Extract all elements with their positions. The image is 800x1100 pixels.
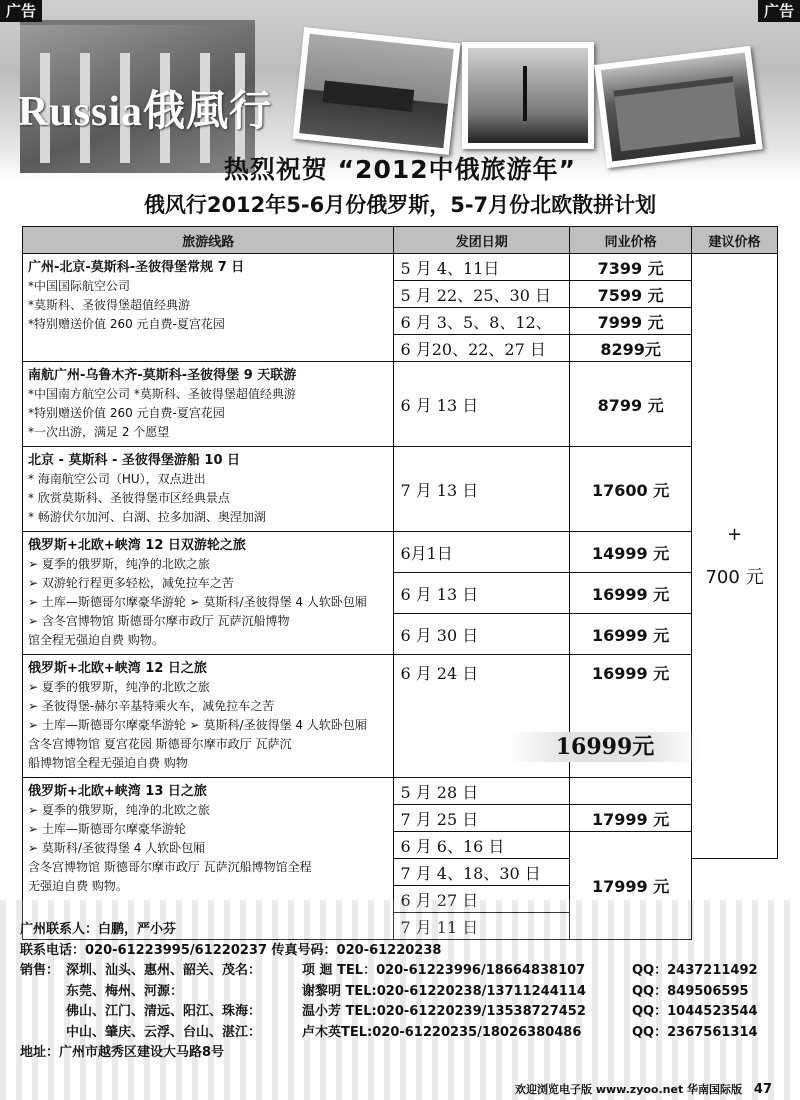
- departure-date: 6 月 6、16 日: [394, 832, 570, 859]
- suggested-price: [692, 254, 778, 859]
- route-note: ➢ 夏季的俄罗斯，纯净的北欧之旅: [28, 680, 210, 694]
- route-note: 船博物馆全程无强迫自费 购物: [28, 756, 188, 770]
- highlight-price: 16999元: [510, 732, 700, 762]
- subheadline: 俄风行2012年5-6月份俄罗斯，5-7月份北欧散拼计划: [143, 193, 657, 217]
- sales-cities: 佛山、江门、清远、阳江、珠海：: [66, 1004, 262, 1019]
- route-cell: [23, 362, 394, 447]
- route-note: * 海南航空公司（HU），双点进出: [28, 472, 206, 486]
- sales-row: [20, 961, 790, 982]
- sales-cities: 深圳、汕头、惠州、韶关、茂名：: [66, 963, 262, 978]
- departure-date: 7 月 25 日: [394, 805, 570, 832]
- route-title: 俄罗斯+北欧+峡湾 12 日双游轮之旅: [28, 538, 246, 553]
- sales-row: [20, 1023, 790, 1044]
- sales-label: 销售：: [20, 963, 60, 978]
- route-note: ➢ 夏季的俄罗斯，纯净的北欧之旅: [28, 803, 210, 817]
- ad-tag-left: 广告: [0, 0, 42, 22]
- route-cell: [23, 532, 394, 655]
- departure-date: 6 月 30 日: [394, 614, 570, 655]
- route-note: *特别赠送价值 260 元自费-夏宫花园: [28, 317, 225, 331]
- sales-qq: QQ：1044523544: [632, 1004, 758, 1019]
- sales-person: 项 迴 TEL：020-61223996/18664838107: [302, 963, 586, 978]
- sales-person: 谢黎明 TEL:020-61220238/13711244114: [302, 983, 586, 999]
- route-note: ➢ 夏季的俄罗斯，纯净的北欧之旅: [28, 557, 210, 571]
- trade-price: [570, 778, 692, 805]
- trade-price: 16999 元: [570, 655, 692, 778]
- route-note: ➢ 土库—斯德哥尔摩豪华游轮 ➢ 莫斯科/圣彼得堡 4 人软卧包厢: [28, 718, 367, 732]
- departure-date: 5 月 28 日: [394, 778, 570, 805]
- sales-qq: QQ：849506595: [632, 983, 749, 999]
- route-cell: [23, 655, 394, 778]
- route-title: 俄罗斯+北欧+峡湾 13 日之旅: [28, 784, 207, 799]
- contact-people: 广州联系人：白鹏，严小芬: [20, 922, 177, 937]
- route-title: 北京 - 莫斯科 - 圣彼得堡游船 10 日: [28, 453, 241, 468]
- departure-date: 6 月20、22、27 日: [394, 335, 570, 362]
- route-note: 无强迫自费 购物。: [28, 879, 128, 893]
- route-cell: [23, 447, 394, 532]
- departure-date: 6 月 3、5、8、12、: [394, 308, 570, 335]
- route-note: *中国南方航空公司 *莫斯科、圣彼得堡超值经典游: [28, 387, 296, 401]
- headline: 热烈祝贺 “2012中俄旅游年”: [223, 155, 577, 184]
- sales-cities: 中山、肇庆、云浮、台山、湛江：: [66, 1024, 262, 1040]
- departure-date: 7 月 13 日: [394, 447, 570, 532]
- route-note: ➢ 土库—斯德哥尔摩豪华游轮: [28, 822, 186, 836]
- departure-date: 7 月 11 日: [394, 913, 570, 940]
- route-title: 广州-北京-莫斯科-圣彼得堡常规 7 日: [28, 260, 245, 275]
- route-title: 南航广州-乌鲁木齐-莫斯科-圣彼得堡 9 天联游: [28, 368, 297, 383]
- trade-price: 7399 元: [570, 254, 692, 281]
- cruiser-photo: [293, 27, 461, 155]
- sales-qq: QQ：2437211492: [632, 963, 758, 978]
- departure-date: 5 月 22、25、30 日: [394, 281, 570, 308]
- sales-row: [20, 982, 790, 1003]
- departure-date: 7 月 4、18、30 日: [394, 859, 570, 886]
- russia-logo: Russia俄風行: [18, 89, 273, 135]
- route-note: *特别赠送价值 260 元自费-夏宫花园: [28, 406, 225, 420]
- trade-price: 16999 元: [570, 614, 692, 655]
- trade-price: 14999 元: [570, 532, 692, 573]
- col-header: 旅游线路: [23, 227, 394, 254]
- route-note: 含冬宫博物馆 夏宫花园 斯德哥尔摩市政厅 瓦萨沉: [28, 737, 292, 751]
- sales-qq: QQ：2367561314: [632, 1024, 758, 1040]
- trade-price: 7599 元: [570, 281, 692, 308]
- route-title: 俄罗斯+北欧+峡湾 12 日之旅: [28, 661, 207, 676]
- route-note: *中国国际航空公司: [28, 279, 131, 293]
- trade-price: 7999 元: [570, 308, 692, 335]
- departure-date: 6月1日: [394, 532, 570, 573]
- page-footer: [515, 1081, 772, 1097]
- trade-price: 16999 元: [570, 573, 692, 614]
- trade-price: 17999 元: [570, 832, 692, 940]
- fortress-photo: [462, 42, 594, 149]
- col-header: 同业价格: [570, 227, 692, 254]
- tour-table: [22, 226, 778, 940]
- route-note: * 欣赏莫斯科、圣彼得堡市区经典景点: [28, 491, 230, 505]
- route-cell: [23, 254, 394, 362]
- route-note: * 畅游伏尔加河、白湖、拉多加湖、奥涅加湖: [28, 510, 266, 524]
- col-header: 建议价格: [692, 227, 778, 254]
- departure-date: 6 月 24 日: [394, 655, 570, 778]
- contact-block: [20, 920, 790, 1064]
- route-note: 含冬宫博物馆 斯德哥尔摩市政厅 瓦萨沉船博物馆全程: [28, 860, 312, 874]
- col-header: 发团日期: [394, 227, 570, 254]
- trade-price: 8299元: [570, 335, 692, 362]
- contact-phone: 联系电话：020-61223995/61220237 传真号码：020-61220238: [20, 942, 442, 958]
- route-note: ➢ 莫斯科/圣彼得堡 4 人软卧包厢: [28, 841, 206, 855]
- route-note: ➢ 双游轮行程更多轻松，减免拉车之苦: [28, 576, 234, 590]
- trade-price: 17999 元: [570, 805, 692, 832]
- ad-tag-right: 广告: [758, 0, 800, 22]
- route-note: ➢ 土库—斯德哥尔摩豪华游轮 ➢ 莫斯科/圣彼得堡 4 人软卧包厢: [28, 595, 367, 609]
- table-header: [23, 227, 778, 254]
- suggested-plus: +: [726, 523, 743, 545]
- contact-address: 地址：广州市越秀区建设大马路8号: [20, 1045, 225, 1060]
- trade-price: 17600 元: [570, 447, 692, 532]
- suggested-amount: 700 元: [705, 566, 764, 588]
- departure-date: 6 月 13 日: [394, 573, 570, 614]
- page-number: 47: [753, 1082, 772, 1097]
- departure-date: 5 月 4、11日: [394, 254, 570, 281]
- sales-cities: 东莞、梅州、河源：: [66, 983, 184, 999]
- footer-text: 欢迎浏览电子版 www.zyoo.net 华南国际版: [515, 1083, 743, 1096]
- route-note: *莫斯科、圣彼得堡超值经典游: [28, 298, 191, 312]
- sales-person: 卢木英TEL:020-61220235/18026380486: [302, 1024, 582, 1040]
- trade-price: 8799 元: [570, 362, 692, 447]
- departure-date: 6 月 27 日: [394, 886, 570, 913]
- route-note: *一次出游，满足 2 个愿望: [28, 425, 170, 439]
- sales-person: 温小芳 TEL:020-61220239/13538727452: [302, 1004, 586, 1019]
- route-note: ➢ 圣彼得堡-赫尔辛基特乘火车，减免拉车之苦: [28, 699, 275, 713]
- route-note: ➢ 含冬宫博物馆 斯德哥尔摩市政厅 瓦萨沉船博物: [28, 614, 290, 628]
- sales-row: [20, 1002, 790, 1023]
- departure-date: 6 月 13 日: [394, 362, 570, 447]
- route-note: 馆全程无强迫自费 购物。: [28, 633, 164, 647]
